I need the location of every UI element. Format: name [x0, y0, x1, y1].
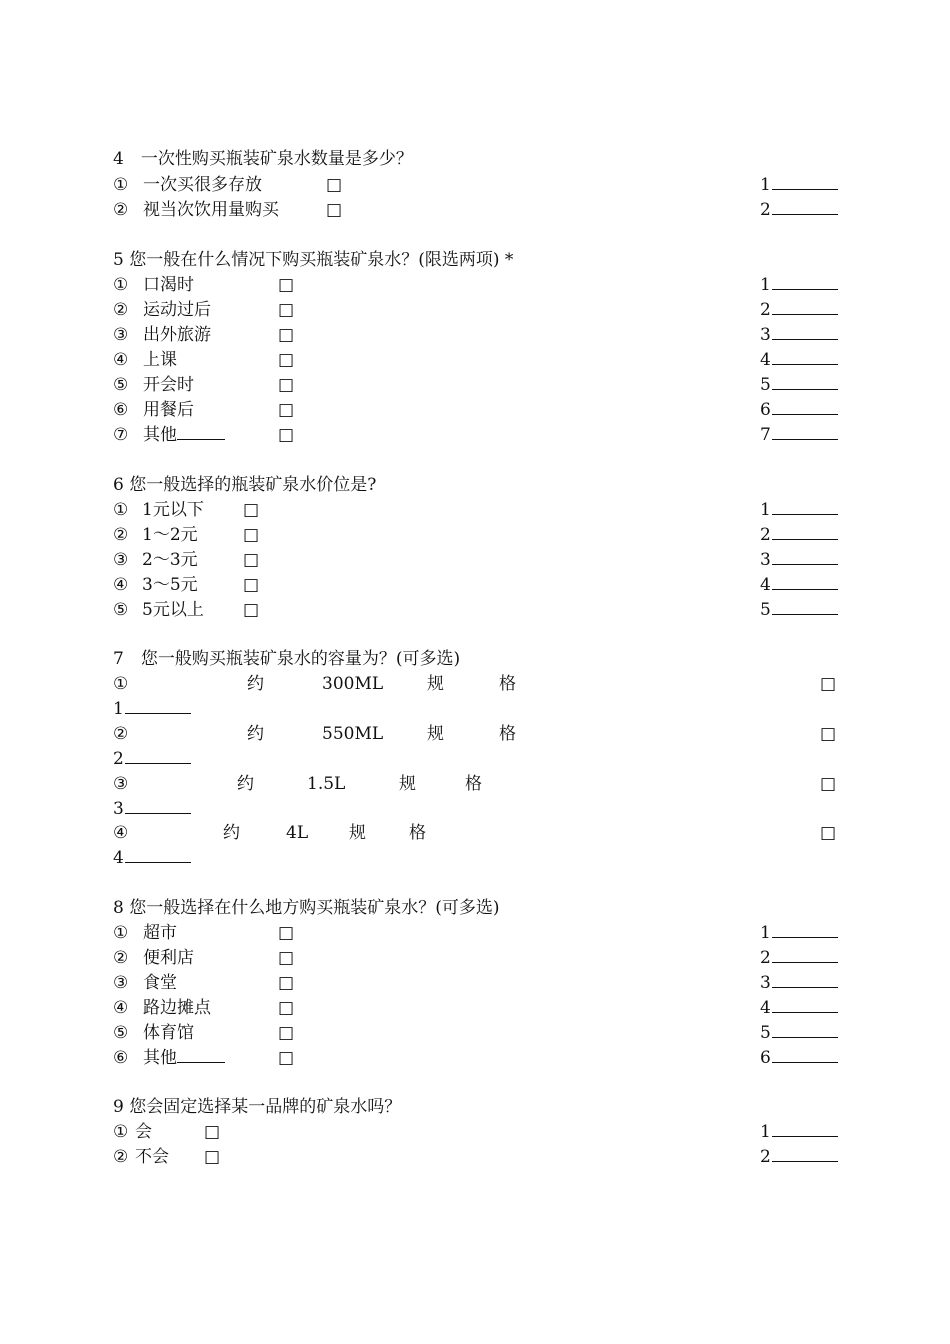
option-number: ①	[113, 500, 129, 520]
q6-title: 6 您一般选择的瓶装矿泉水价位是?	[113, 475, 377, 495]
q9-option-1	[113, 1120, 838, 1145]
option-size: 300ML	[322, 674, 384, 694]
option-number: ①	[113, 923, 129, 943]
option-about: 约	[237, 774, 254, 794]
code-field[interactable]: 2	[113, 747, 191, 772]
option-label: 其他	[143, 1046, 225, 1071]
option-spec: 规	[427, 724, 444, 744]
code-field[interactable]: 1	[760, 1120, 838, 1145]
code-field[interactable]: 2	[760, 1145, 838, 1170]
code-field[interactable]: 5	[760, 598, 838, 623]
q5-option-7	[113, 423, 838, 448]
q6-option-1	[113, 498, 838, 523]
code-field[interactable]: 3	[760, 971, 838, 996]
option-label: 一次买很多存放	[143, 175, 262, 195]
code-field[interactable]: 1	[760, 498, 838, 523]
q8-option-2	[113, 946, 838, 971]
code-field[interactable]: 3	[113, 797, 191, 822]
option-spec: 格	[409, 823, 426, 843]
q4-option-2	[113, 198, 838, 223]
option-label: 不会	[135, 1147, 169, 1167]
checkbox[interactable]: □	[278, 375, 295, 395]
option-size: 1.5L	[307, 774, 346, 794]
q6-option-3	[113, 548, 838, 573]
option-label: 开会时	[143, 375, 194, 395]
option-label: 路边摊点	[143, 998, 211, 1018]
checkbox[interactable]: □	[243, 550, 260, 570]
q7-title: 7 您一般购买瓶装矿泉水的容量为？(可多选)	[113, 649, 461, 669]
option-number: ⑤	[113, 1023, 129, 1043]
option-size: 550ML	[322, 724, 384, 744]
option-label: 1～2元	[142, 525, 198, 545]
other-input[interactable]	[177, 1046, 225, 1063]
q6-option-5	[113, 598, 838, 623]
checkbox[interactable]: □	[820, 774, 837, 794]
option-number: ②	[113, 200, 129, 220]
option-label: 超市	[143, 923, 177, 943]
q7-option-1	[113, 672, 838, 697]
code-field[interactable]: 6	[760, 398, 838, 423]
option-label: 其他	[143, 423, 225, 448]
code-field[interactable]: 4	[760, 996, 838, 1021]
option-number: ④	[113, 575, 129, 595]
checkbox[interactable]: □	[278, 425, 295, 445]
option-number: ②	[113, 724, 129, 744]
checkbox[interactable]: □	[820, 823, 837, 843]
option-label: 3～5元	[142, 575, 198, 595]
option-spec: 格	[499, 724, 516, 744]
checkbox[interactable]: □	[243, 575, 260, 595]
option-label: 1元以下	[142, 500, 204, 520]
checkbox[interactable]: □	[278, 350, 295, 370]
checkbox[interactable]: □	[326, 175, 343, 195]
option-about: 约	[223, 823, 240, 843]
checkbox[interactable]: □	[278, 973, 295, 993]
code-field[interactable]: 6	[760, 1046, 838, 1071]
option-spec: 规	[427, 674, 444, 694]
option-label: 视当次饮用量购买	[143, 200, 279, 220]
checkbox[interactable]: □	[278, 1048, 295, 1068]
option-number: ①	[113, 1122, 129, 1142]
option-label: 5元以上	[142, 600, 204, 620]
option-number: ②	[113, 1147, 129, 1167]
option-number: ①	[113, 175, 129, 195]
checkbox[interactable]: □	[204, 1122, 221, 1142]
option-spec: 规	[399, 774, 416, 794]
code-field[interactable]: 3	[760, 548, 838, 573]
code-field[interactable]: 2	[760, 946, 838, 971]
option-label: 运动过后	[143, 300, 211, 320]
checkbox[interactable]: □	[278, 923, 295, 943]
q5-option-1	[113, 273, 838, 298]
q8-option-5	[113, 1021, 838, 1046]
option-spec: 规	[349, 823, 366, 843]
option-number: ⑤	[113, 600, 129, 620]
q7-option-2	[113, 722, 838, 747]
q5-option-3	[113, 323, 838, 348]
option-label: 食堂	[143, 973, 177, 993]
option-number: ④	[113, 823, 129, 843]
checkbox[interactable]: □	[326, 200, 343, 220]
option-label: 便利店	[143, 948, 194, 968]
q9-title: 9 您会固定选择某一品牌的矿泉水吗？	[113, 1097, 402, 1117]
option-label: 2～3元	[142, 550, 198, 570]
code-field[interactable]: 5	[760, 373, 838, 398]
checkbox[interactable]: □	[820, 724, 837, 744]
q5-option-6	[113, 398, 838, 423]
option-number: ①	[113, 674, 129, 694]
option-label: 会	[135, 1122, 152, 1142]
option-label: 用餐后	[143, 400, 194, 420]
q5-option-5	[113, 373, 838, 398]
code-field[interactable]: 1	[760, 173, 838, 198]
code-field[interactable]: 4	[113, 846, 191, 871]
code-field[interactable]: 1	[760, 273, 838, 298]
checkbox[interactable]: □	[243, 600, 260, 620]
code-field[interactable]: 2	[760, 523, 838, 548]
code-field[interactable]: 1	[760, 921, 838, 946]
code-field[interactable]: 4	[760, 573, 838, 598]
q9-option-2	[113, 1145, 838, 1170]
code-field[interactable]: 3	[760, 323, 838, 348]
checkbox[interactable]: □	[243, 525, 260, 545]
option-number: ③	[113, 774, 129, 794]
option-label: 上课	[143, 350, 177, 370]
checkbox[interactable]: □	[820, 674, 837, 694]
q8-option-3	[113, 971, 838, 996]
option-about: 约	[247, 724, 264, 744]
checkbox[interactable]: □	[278, 948, 295, 968]
q8-option-6	[113, 1046, 838, 1071]
option-number: ③	[113, 325, 129, 345]
option-number: ⑥	[113, 400, 129, 420]
option-number: ③	[113, 973, 129, 993]
code-field[interactable]: 1	[113, 697, 191, 722]
q4-option-1	[113, 173, 838, 198]
q5-option-2	[113, 298, 838, 323]
option-size: 4L	[286, 823, 309, 843]
q6-option-4	[113, 573, 838, 598]
option-label: 口渴时	[143, 275, 194, 295]
checkbox[interactable]: □	[278, 400, 295, 420]
code-field[interactable]: 2	[760, 298, 838, 323]
option-number: ②	[113, 300, 129, 320]
checkbox[interactable]: □	[278, 275, 295, 295]
q7-option-3	[113, 772, 838, 797]
q4-title: 4 一次性购买瓶装矿泉水数量是多少？	[113, 149, 413, 169]
checkbox[interactable]: □	[204, 1147, 221, 1167]
code-field[interactable]: 4	[760, 348, 838, 373]
option-number: ④	[113, 350, 129, 370]
q7-option-4	[113, 821, 838, 846]
q8-option-4	[113, 996, 838, 1021]
q8-option-1	[113, 921, 838, 946]
q5-option-4	[113, 348, 838, 373]
checkbox[interactable]: □	[278, 1023, 295, 1043]
checkbox[interactable]: □	[243, 500, 260, 520]
option-spec: 格	[465, 774, 482, 794]
option-number: ②	[113, 525, 129, 545]
code-field[interactable]: 2	[760, 198, 838, 223]
option-number: ①	[113, 275, 129, 295]
checkbox[interactable]: □	[278, 300, 295, 320]
option-number: ⑥	[113, 1048, 129, 1068]
option-number: ③	[113, 550, 129, 570]
code-field[interactable]: 7	[760, 423, 838, 448]
q5-title: 5 您一般在什么情况下购买瓶装矿泉水？(限选两项) *	[113, 250, 514, 270]
option-spec: 格	[499, 674, 516, 694]
code-field[interactable]: 5	[760, 1021, 838, 1046]
option-label: 出外旅游	[143, 325, 211, 345]
option-number: ⑤	[113, 375, 129, 395]
checkbox[interactable]: □	[278, 325, 295, 345]
option-label: 体育馆	[143, 1023, 194, 1043]
option-number: ④	[113, 998, 129, 1018]
option-about: 约	[247, 674, 264, 694]
option-number: ⑦	[113, 425, 129, 445]
other-input[interactable]	[177, 423, 225, 440]
option-number: ②	[113, 948, 129, 968]
q8-title: 8 您一般选择在什么地方购买瓶装矿泉水？(可多选)	[113, 898, 500, 918]
q6-option-2	[113, 523, 838, 548]
checkbox[interactable]: □	[278, 998, 295, 1018]
